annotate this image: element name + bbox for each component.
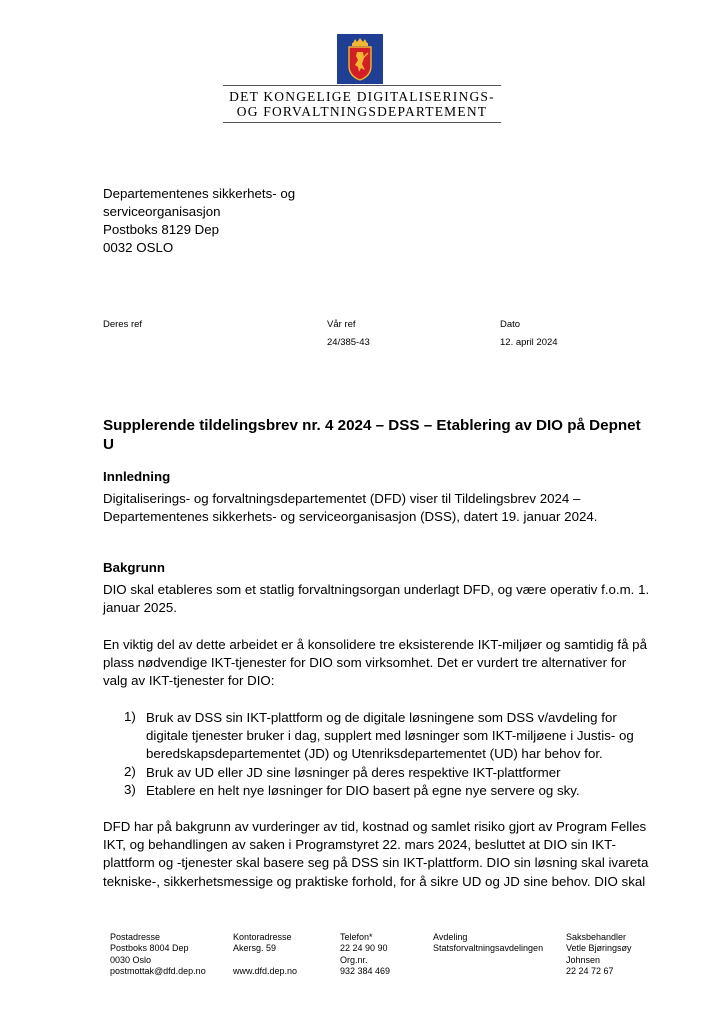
footer-value: Statsforvaltningsavdelingen: [433, 943, 544, 954]
recipient-line: Postboks 8129 Dep: [103, 222, 220, 237]
footer-label: Kontoradresse: [233, 932, 292, 942]
list-item-number: 1): [124, 709, 136, 724]
text-line: Etablere en helt nye løsninger for DIO basert på egne nye servere og sky.: [146, 783, 580, 798]
footer-label: Avdeling: [433, 932, 468, 942]
text-line: DIO skal etableres som et statlig forvaltningsorgan underlagt DFD, og være operativ f.o.m. 1.: [103, 582, 650, 597]
text-line: Bruk av UD eller JD sine løsninger på deres respektive IKT-plattformer: [146, 765, 561, 780]
footer-value: 22 24 90 90: [340, 943, 388, 954]
date-value: 12. april 2024: [500, 337, 558, 348]
recipient-line: 0032 OSLO: [103, 240, 174, 255]
letterhead-rule-top: [223, 85, 501, 86]
paragraph-bakgrunn-2: [103, 636, 678, 691]
text-line: plass nødvendige IKT-tjenester for DIO som virksomhet. Det er vurdert tre alternativer for: [103, 655, 627, 671]
paragraph-bakgrunn-1: [103, 581, 678, 617]
coat-of-arms-icon: [337, 34, 383, 84]
text-line: beredskapsdepartementet (JD) og Utenriksdepartementet (UD) har behov for.: [146, 746, 603, 762]
footer-website-link[interactable]: www.dfd.dep.no: [233, 966, 298, 977]
footer-value: Vetle Bjøringsøy: [566, 943, 632, 954]
footer-label: Telefon*: [340, 932, 373, 942]
footer-value: 22 24 72 67: [566, 966, 614, 977]
footer-saksbehandler: [566, 932, 632, 978]
var-ref-label: Vår ref: [327, 319, 356, 330]
footer-value: Postboks 8004 Dep: [110, 943, 189, 954]
letter-title: Supplerende tildelingsbrev nr. 4 2024 – DSS – Etablering av DIO på Depnet U: [103, 417, 641, 453]
footer-spacer: [233, 955, 297, 966]
footer-label: Org.nr.: [340, 954, 368, 965]
recipient-line: Departementenes sikkerhets- og: [103, 186, 296, 201]
text-line: En viktig del av dette arbeidet er å konsolidere tre eksisterende IKT-miljøer og samtidig få på: [103, 637, 647, 652]
text-line: IKT, og behandlingen av saken i Programstyret 22. mars 2024, besluttet at DIO sin IKT-: [103, 837, 616, 853]
department-name-line2: OG FORVALTNINGSDEPARTEMENT: [236, 104, 488, 119]
text-line: Digitaliserings- og forvaltningsdepartementet (DFD) viser til Tildelingsbrev 2024 –: [103, 491, 581, 506]
letterhead-rule-bottom: [223, 122, 501, 123]
paragraph-bakgrunn-3: [103, 818, 678, 891]
footer-label: Postadresse: [110, 932, 161, 942]
list-item-number: 3): [124, 782, 136, 797]
footer-telefon: [340, 932, 390, 978]
list-item: [146, 782, 580, 800]
paragraph-innledning: [103, 490, 678, 526]
footer-value: 932 384 469: [340, 966, 391, 977]
footer-avdeling: [433, 932, 543, 955]
text-line: tekniske-, sikkerhetsmessige og praktiske forhold, for å sikre UD og JD sine behov. DIO skal: [103, 873, 646, 889]
deres-ref-label: Deres ref: [103, 319, 143, 330]
list-item: [146, 764, 561, 782]
text-line: januar 2025.: [103, 600, 177, 616]
footer-value: Johnsen: [566, 954, 601, 965]
section-heading-innledning: Innledning: [103, 469, 171, 484]
footer-postadresse: [110, 932, 206, 978]
list-item-number: 2): [124, 764, 136, 779]
footer-label: Saksbehandler: [566, 932, 627, 942]
footer-email-link[interactable]: postmottak@dfd.dep.no: [110, 966, 206, 977]
text-line: digitale tjenester bruker i dag, supplert med løsninger som IKT-miljøene i Justis- og: [146, 728, 634, 744]
section-heading-bakgrunn: Bakgrunn: [103, 560, 166, 575]
text-line: valg av IKT-tjenester for DIO:: [103, 673, 275, 689]
text-line: Departementenes sikkerhets- og serviceorganisasjon (DSS), datert 19. januar 2024.: [103, 509, 598, 525]
recipient-line: serviceorganisasjon: [103, 204, 221, 219]
list-item: [146, 709, 634, 764]
text-line: DFD har på bakgrunn av vurderinger av tid, kostnad og samlet risiko gjort av Program Felles: [103, 819, 647, 834]
var-ref-value: 24/385-43: [327, 337, 370, 348]
date-label: Dato: [500, 319, 521, 330]
text-line: Bruk av DSS sin IKT-plattform og de digitale løsningene som DSS v/avdeling for: [146, 710, 617, 725]
footer-kontoradresse: [233, 932, 297, 978]
footer-value: 0030 Oslo: [110, 954, 152, 965]
department-name-line1: DET KONGELIGE DIGITALISERINGS-: [229, 89, 495, 104]
text-line: plattform og -tjenester skal basere seg på DSS sin IKT-plattform. DIO sin løsning skal ivareta: [103, 855, 649, 871]
footer-value: Akersg. 59: [233, 943, 277, 954]
